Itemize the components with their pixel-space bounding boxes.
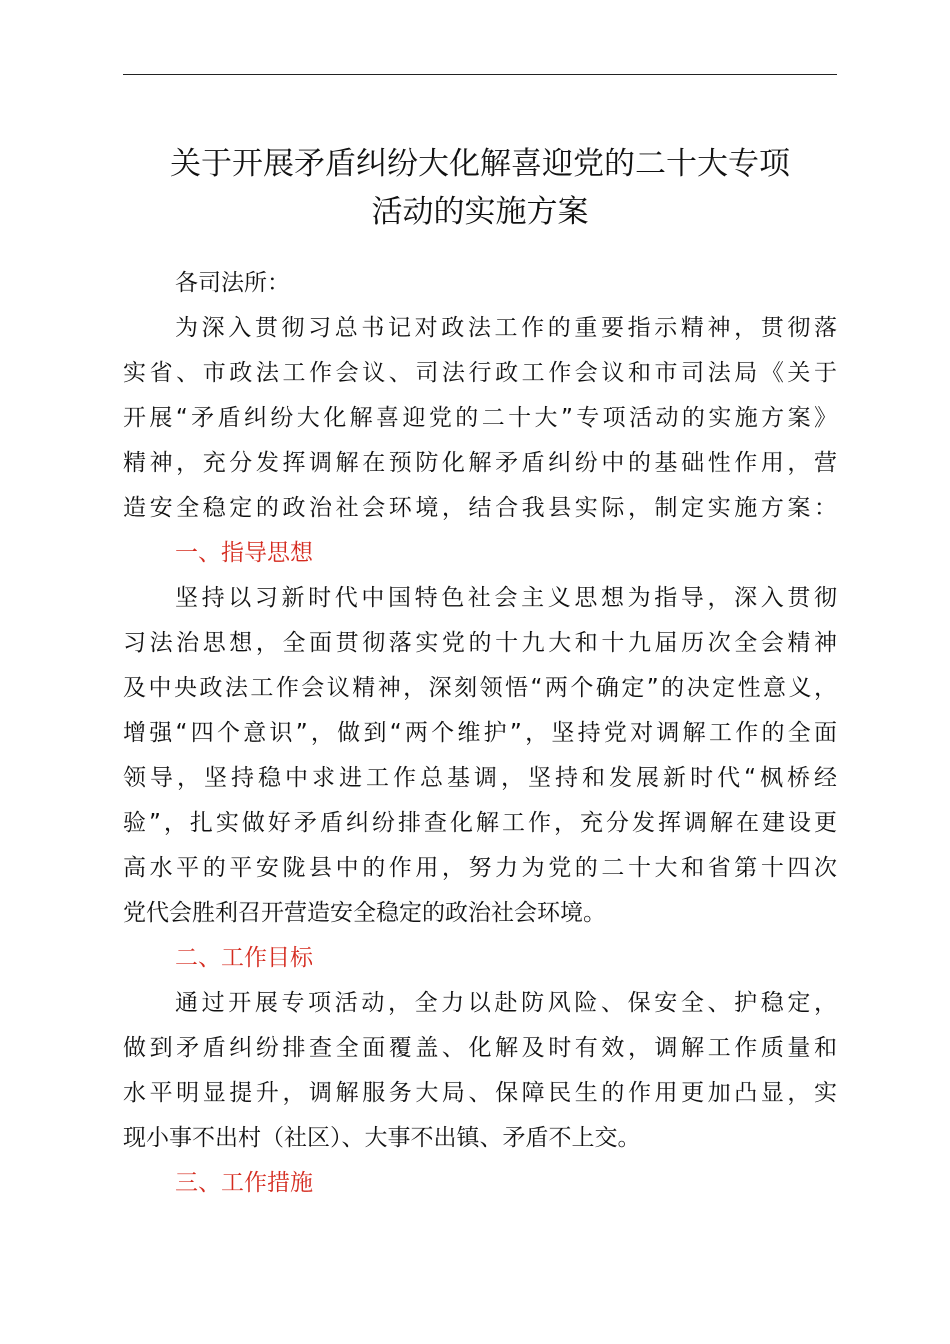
section-heading-work-measures: 三、工作措施 bbox=[175, 1170, 313, 1196]
guiding-thought-paragraph bbox=[123, 576, 837, 936]
title-line: 关于开展矛盾纠纷大化解喜迎党的二十大专项 bbox=[170, 146, 790, 182]
text-line: 领导，坚持稳中求进工作总基调，坚持和发展新时代“枫桥经 bbox=[123, 765, 837, 791]
text-line: 做到矛盾纠纷排查全面覆盖、化解及时有效，调解工作质量和 bbox=[123, 1035, 837, 1061]
header-rule bbox=[123, 74, 837, 75]
text-line: 习法治思想，全面贯彻落实党的十九大和十九届历次全会精神 bbox=[123, 630, 837, 656]
text-line: 精神，充分发挥调解在预防化解矛盾纠纷中的基础性作用，营 bbox=[123, 450, 837, 476]
text-line: 通过开展专项活动，全力以赴防风险、保安全、护稳定， bbox=[175, 990, 837, 1016]
text-line: 验”，扎实做好矛盾纠纷排查化解工作，充分发挥调解在建设更 bbox=[123, 810, 837, 836]
text-line: 增强“四个意识”，做到“两个维护”，坚持党对调解工作的全面 bbox=[123, 720, 837, 746]
work-goals-paragraph bbox=[123, 981, 837, 1161]
section-heading-work-goals: 二、工作目标 bbox=[175, 945, 313, 971]
text-line: 实省、市政法工作会议、司法行政工作会议和市司法局《关于 bbox=[123, 360, 837, 386]
text-line: 为深入贯彻习总书记对政法工作的重要指示精神，贯彻落 bbox=[175, 315, 837, 341]
text-line: 开展“矛盾纠纷大化解喜迎党的二十大”专项活动的实施方案》 bbox=[123, 405, 837, 431]
salutation: 各司法所： bbox=[175, 270, 290, 296]
text-line: 党代会胜利召开营造安全稳定的政治社会环境。 bbox=[123, 900, 606, 926]
title-line: 活动的实施方案 bbox=[371, 194, 589, 230]
text-line: 高水平的平安陇县中的作用，努力为党的二十大和省第十四次 bbox=[123, 855, 837, 881]
section-heading-guiding-thought: 一、指导思想 bbox=[175, 540, 313, 566]
document-title bbox=[100, 140, 860, 236]
text-line: 及中央政法工作会议精神，深刻领悟“两个确定”的决定性意义， bbox=[123, 675, 837, 701]
text-line: 坚持以习新时代中国特色社会主义思想为指导，深入贯彻 bbox=[175, 585, 837, 611]
text-line: 水平明显提升，调解服务大局、保障民生的作用更加凸显，实 bbox=[123, 1080, 837, 1106]
document-body bbox=[123, 261, 837, 1206]
text-line: 造安全稳定的政治社会环境，结合我县实际，制定实施方案： bbox=[123, 495, 837, 521]
text-line: 现小事不出村（社区）、大事不出镇、矛盾不上交。 bbox=[123, 1125, 641, 1151]
intro-paragraph bbox=[123, 306, 837, 531]
